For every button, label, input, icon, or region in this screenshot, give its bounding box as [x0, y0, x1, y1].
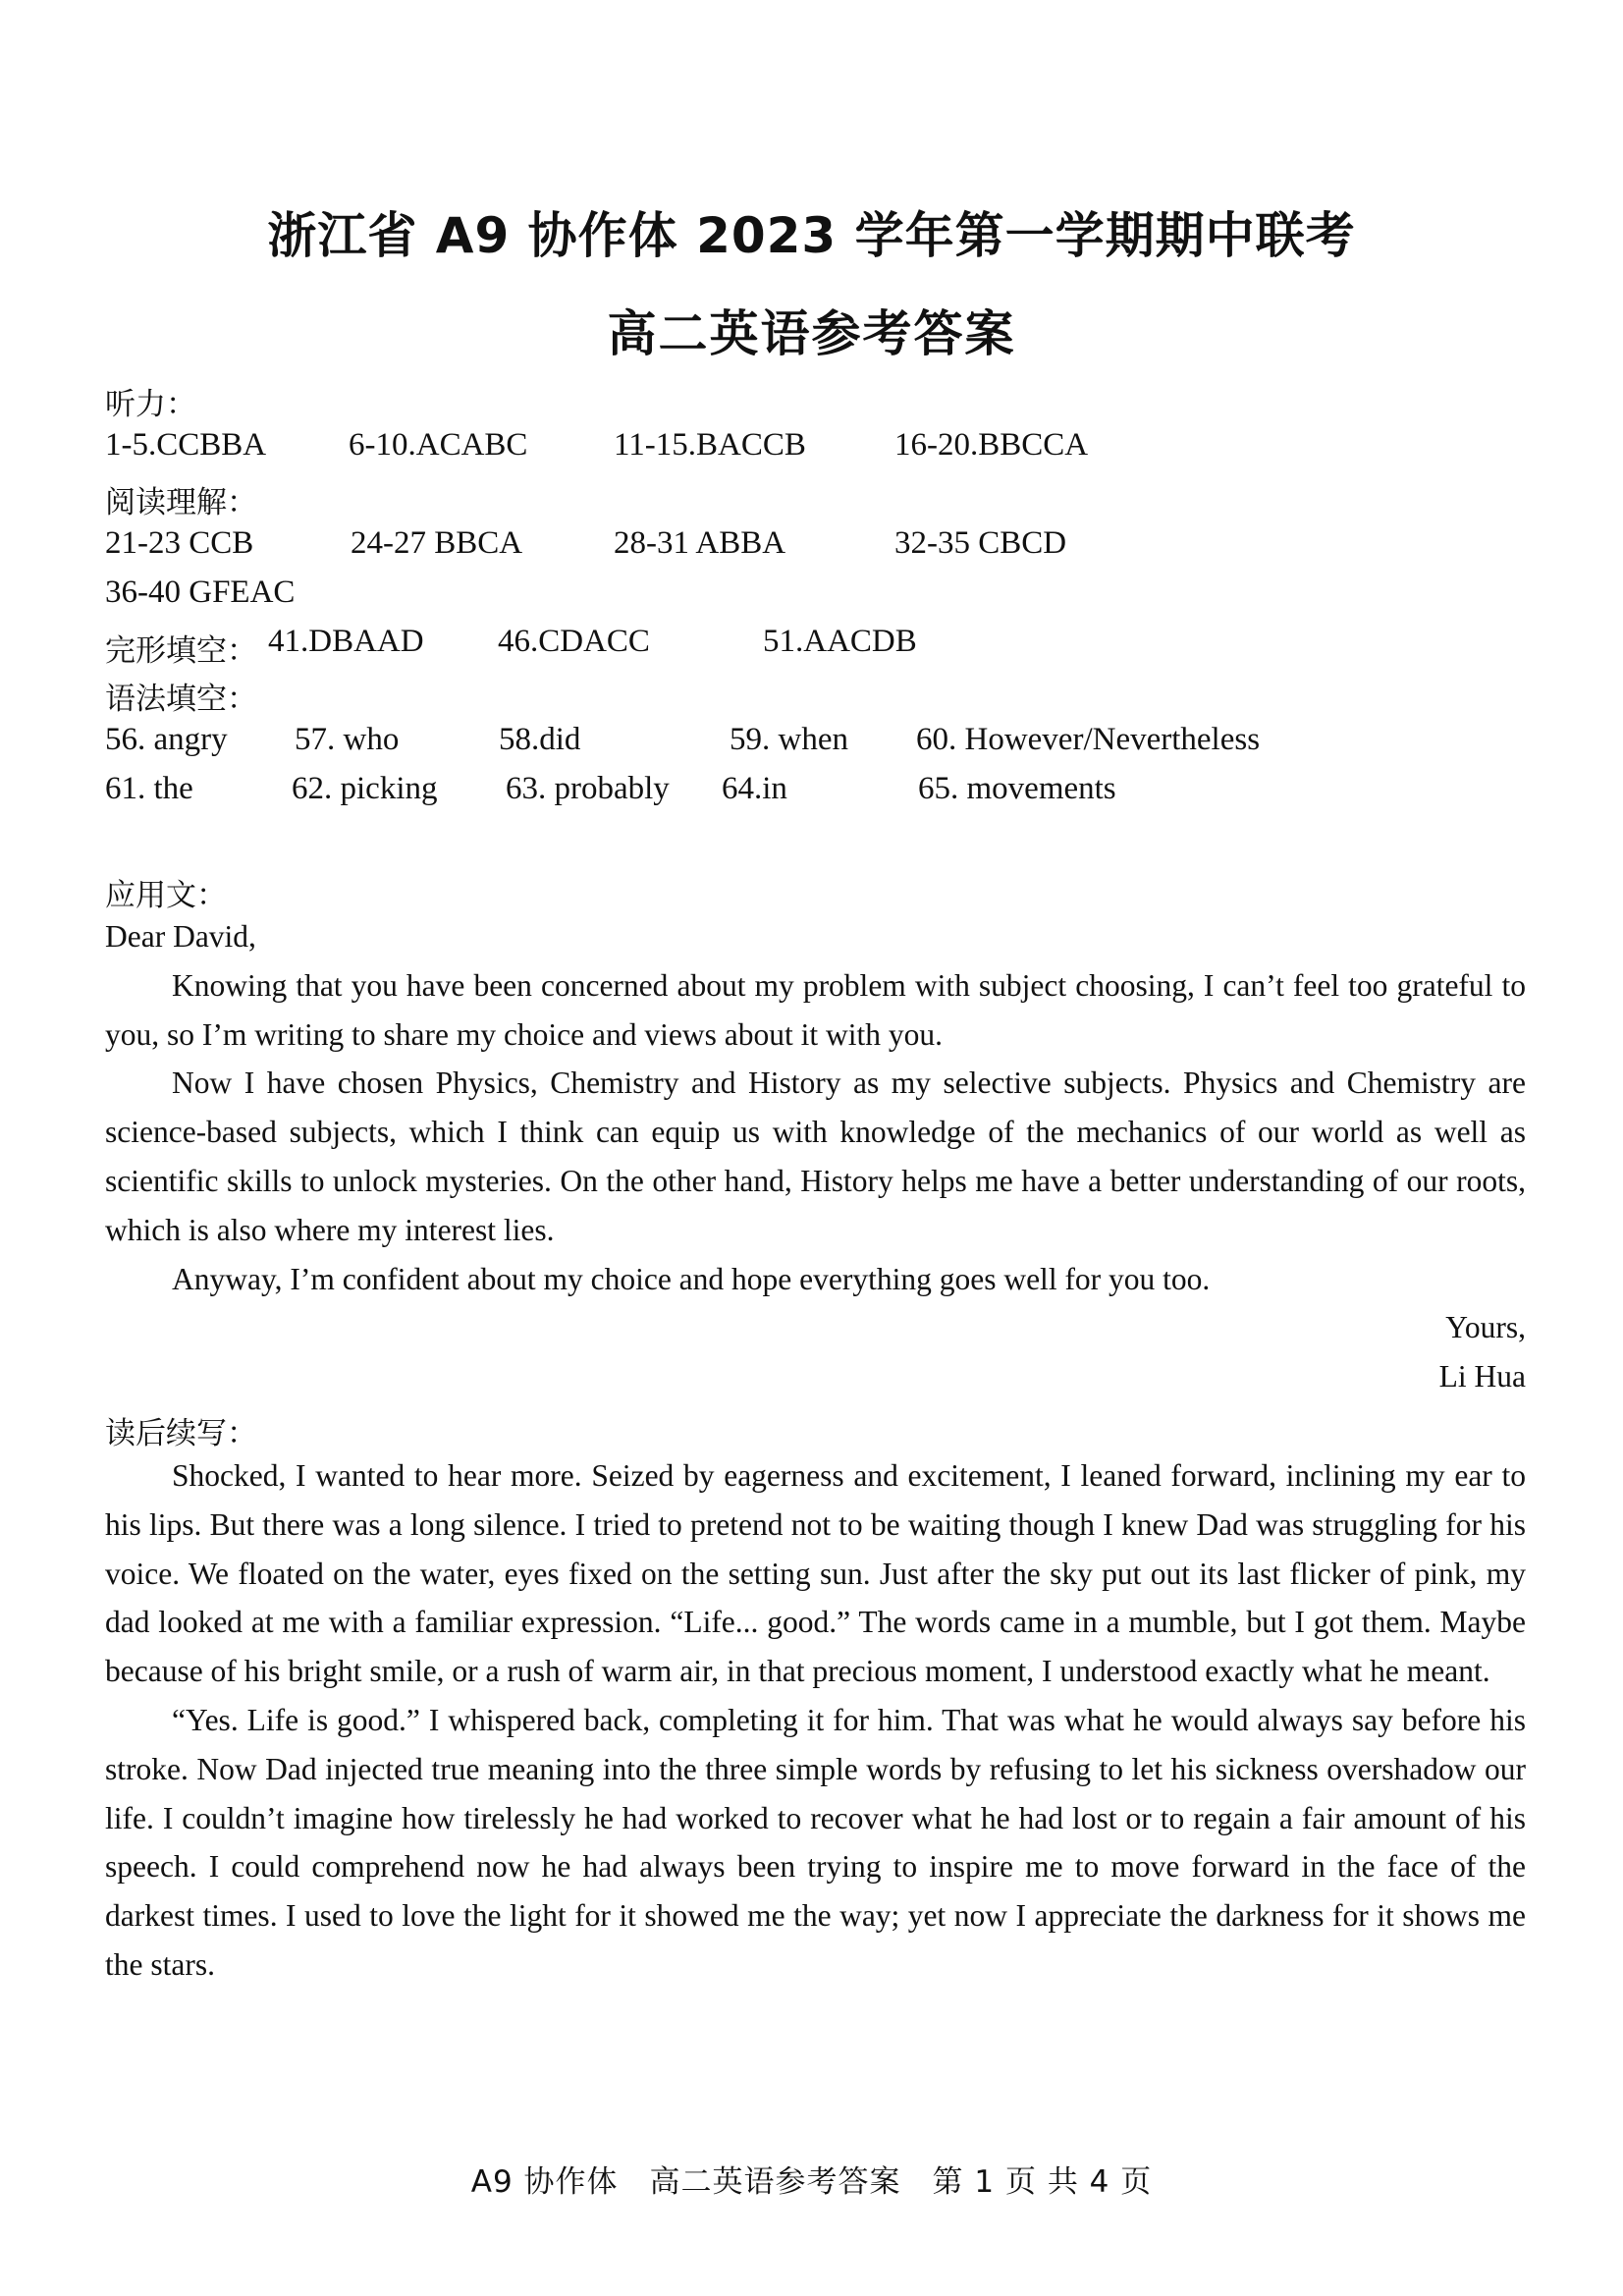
- answer-group: 6-10.ACABC: [349, 427, 528, 463]
- letter-paragraph: Anyway, I’m confident about my choice and hope everything goes well for you too.: [172, 1261, 1211, 1296]
- answer-group: 16-20.BBCCA: [894, 427, 1089, 463]
- letter-greeting: Dear David,: [105, 919, 256, 954]
- reading-label: 阅读理解：: [105, 485, 257, 520]
- answer-group: 32-35 CBCD: [894, 525, 1067, 561]
- grammar-answer: 65. movements: [918, 771, 1116, 806]
- cloze-label: 完形填空：: [105, 633, 257, 669]
- grammar-answer: 59. when: [730, 722, 848, 757]
- grammar-answer: 63. probably: [506, 771, 670, 806]
- letter-closing: Yours,: [1445, 1310, 1526, 1345]
- letter-paragraph: Now I have chosen Physics, Chemistry and History as my selective subjects. Physics and Chemistry are science-based subjects, which I think can equip us with knowledge of the mechanics of our world as well as scientific skills to unlock mysteries. On the other hand, History helps me have a better understanding of our roots, which is also where my interest lies.: [105, 1066, 1526, 1247]
- page-title: 浙江省 A9 协作体 2023 学年第一学期期中联考: [267, 207, 1356, 264]
- grammar-answer: 64.in: [722, 771, 787, 806]
- letter-paragraph: Knowing that you have been concerned about my problem with subject choosing, I can’t feel too grateful to you, so I’m writing to share my choice and views about it with you.: [105, 967, 1526, 1052]
- continuation-body: [105, 1451, 1526, 1990]
- letter-body: [105, 912, 1526, 1401]
- answer-group: 36-40 GFEAC: [105, 574, 296, 610]
- grammar-answer: 62. picking: [292, 771, 438, 806]
- letter-signature: Li Hua: [1438, 1359, 1526, 1394]
- answer-group: 1-5.CCBBA: [105, 427, 267, 463]
- grammar-answer: 60. However/Nevertheless: [916, 722, 1261, 757]
- letter-label: 应用文：: [105, 878, 227, 913]
- continuation-label: 读后续写：: [105, 1416, 257, 1451]
- continuation-paragraph: “Yes. Life is good.” I whispered back, completing it for him. That was what he would always say before his stroke. Now Dad injected true meaning into the three simple words by refusing to let his sickness overshadow our life. I couldn’t imagine how tirelessly he had worked to recover what he had lost or to regain a fair amount of his speech. I could comprehend now he had always been trying to inspire me to move forward in the face of the darkest times. I used to love the light for it showed me the way; yet now I appreciate the darkness for it shows me the stars.: [105, 1702, 1526, 1982]
- page-subtitle: 高二英语参考答案: [607, 305, 1016, 362]
- grammar-label: 语法填空：: [105, 682, 257, 717]
- page-footer: A9 协作体 高二英语参考答案 第 1 页 共 4 页: [470, 2164, 1153, 2200]
- answer-group: 21-23 CCB: [105, 525, 254, 561]
- grammar-answer: 57. who: [295, 722, 400, 757]
- grammar-answer: 58.did: [499, 722, 581, 757]
- answer-group: 51.AACDB: [763, 624, 917, 659]
- grammar-answer: 61. the: [105, 771, 193, 806]
- answer-group: 11-15.BACCB: [614, 427, 806, 463]
- listening-label: 听力：: [105, 387, 196, 422]
- answer-group: 24-27 BBCA: [351, 525, 523, 561]
- answer-group: 46.CDACC: [498, 624, 650, 659]
- continuation-paragraph: Shocked, I wanted to hear more. Seized by eagerness and excitement, I leaned forward, inclining my ear to his lips. But there was a long silence. I tried to pretend not to be waiting though I knew Dad was struggling for his voice. We floated on the water, eyes fixed on the setting sun. Just after the sky put out its last flicker of pink, my dad looked at me with a familiar expression. “Life... good.” The words came in a mumble, but I got them. Maybe because of his bright smile, or a rush of warm air, in that precious moment, I understood exactly what he meant.: [105, 1458, 1526, 1689]
- answer-group: 28-31 ABBA: [614, 525, 786, 561]
- answer-group: 41.DBAAD: [268, 624, 424, 659]
- grammar-answer: 56. angry: [105, 722, 228, 757]
